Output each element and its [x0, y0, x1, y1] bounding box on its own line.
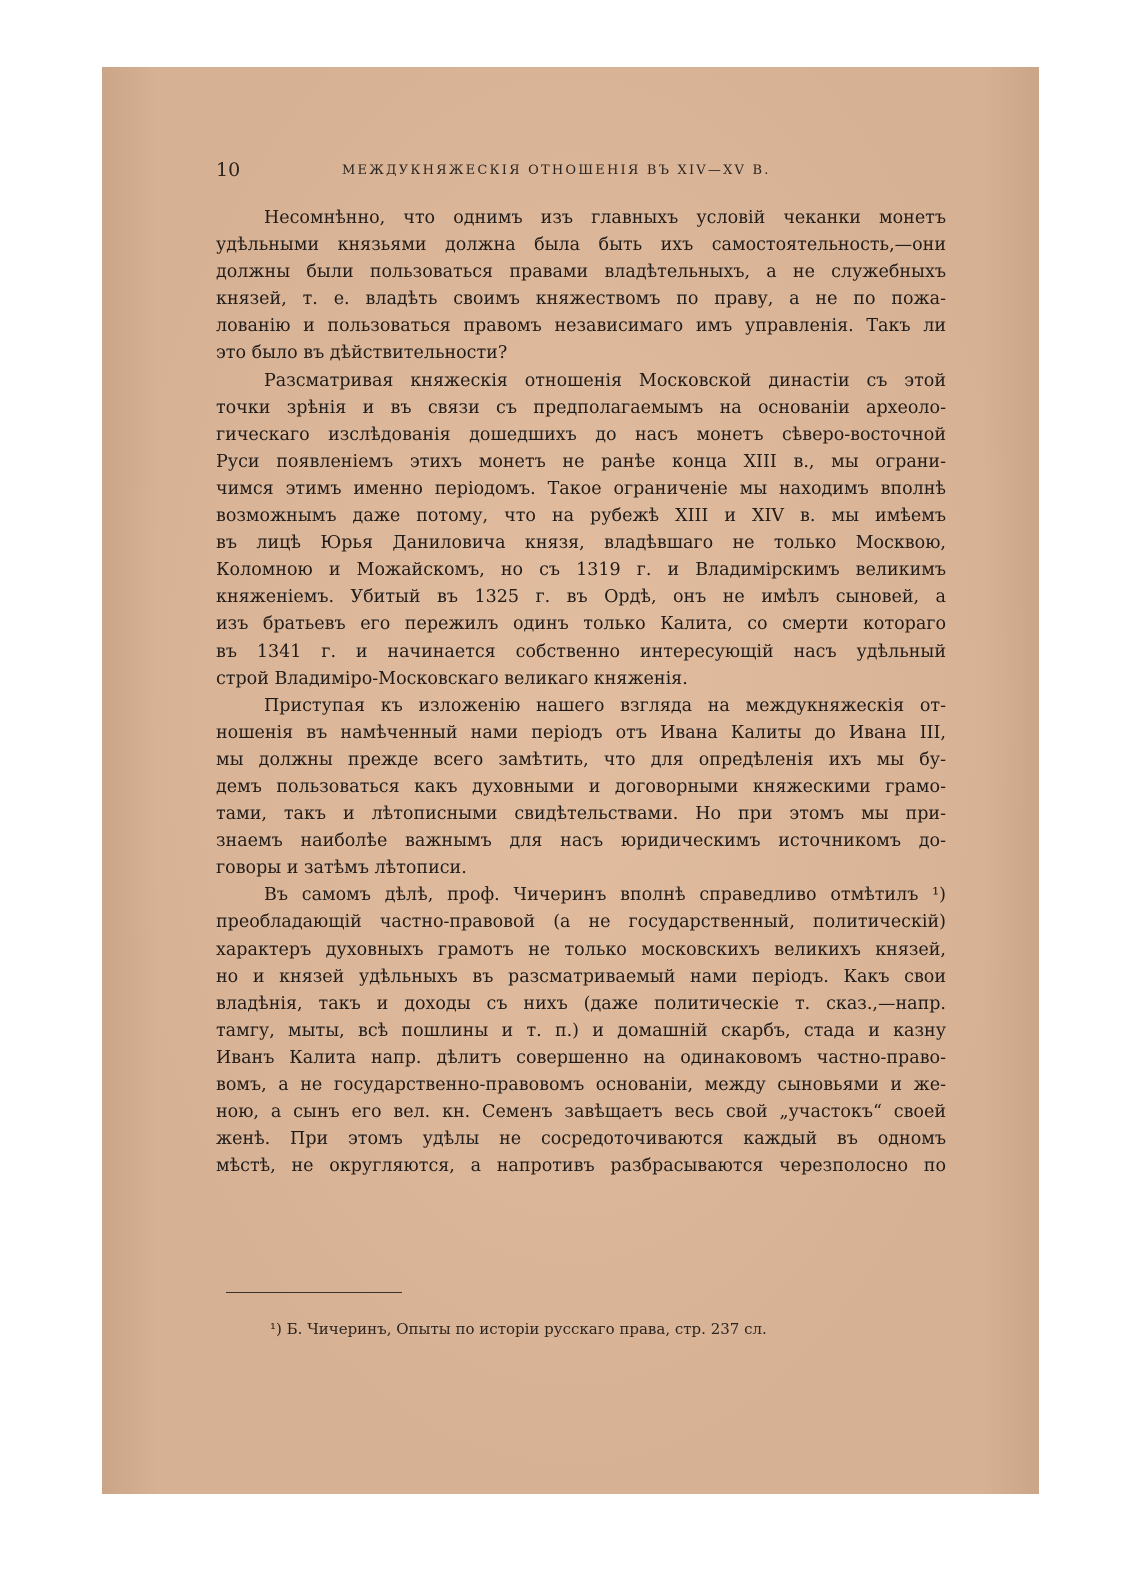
footnote-separator — [226, 1292, 402, 1293]
text-line: Несомнѣнно, что однимъ изъ главныхъ условій чеканки монетъ — [264, 208, 946, 228]
text-line: изъ братьевъ его пережилъ одинъ только Калита, со смерти котораго — [216, 614, 946, 635]
text-line: тами, такъ и лѣтописными свидѣтельствами. Но при этомъ мы при- — [216, 804, 946, 825]
text-line: точки зрѣнія и въ связи съ предполагаемымъ на основаніи археоло- — [216, 397, 946, 418]
text-line: знаемъ наиболѣе важнымъ для насъ юридическимъ источникомъ до- — [216, 831, 946, 852]
body-text — [216, 205, 946, 1180]
text-line: гическаго изслѣдованія дошедшихъ до насъ монетъ сѣверо-восточной — [216, 424, 946, 445]
text-line: должны были пользоваться правами владѣтельныхъ, а не служебныхъ — [216, 262, 946, 283]
text-line: ною, а сынъ его вел. кн. Семенъ завѣщаетъ весь свой „участокъ“ своей — [216, 1102, 946, 1123]
text-line: Приступая къ изложенію нашего взгляда на междукняжескія от- — [264, 695, 946, 716]
text-line: князей, т. е. владѣть своимъ княжествомъ по праву, а не по пожа- — [216, 289, 946, 310]
text-line: мы должны прежде всего замѣтить, что для опредѣленія ихъ мы бу- — [216, 749, 946, 770]
text-line: владѣнія, такъ и доходы съ нихъ (даже политическіе т. сказ.,—напр. — [216, 993, 946, 1014]
text-line: вомъ, а не государственно-правовомъ основаніи, между сыновьями и же- — [216, 1075, 946, 1095]
text-line: это было въ дѣйствительности? — [216, 343, 508, 364]
page-header — [216, 158, 946, 182]
text-line: Въ самомъ дѣлѣ, проф. Чичеринъ вполнѣ справедливо отмѣтилъ ¹) — [264, 885, 946, 906]
text-line: строй Владиміро-Московскаго великаго княженія. — [216, 668, 688, 689]
page-number: 10 — [216, 159, 241, 181]
footnote: ¹) Б. Чичеринъ, Опыты по исторіи русскаго права, стр. 237 сл. — [270, 1320, 767, 1338]
text-line: Коломною и Можайскомъ, но съ 1319 г. и Владимірскимъ великимъ — [216, 560, 946, 581]
text-line: ношенія въ намѣченный нами періодъ отъ Ивана Калиты до Ивана III, — [216, 722, 946, 743]
text-line: въ лицѣ Юрья Даниловича князя, владѣвшаго не только Москвою, — [216, 533, 946, 554]
text-line: княженіемъ. Убитый въ 1325 г. въ Ордѣ, онъ не имѣлъ сыновей, а — [216, 587, 946, 608]
text-line: мѣстѣ, не округляются, а напротивъ разбрасываются черезполосно по — [216, 1156, 946, 1177]
text-line: Разсматривая княжескія отношенія Московской династіи съ этой — [264, 370, 946, 391]
text-line: женѣ. При этомъ удѣлы не сосредоточиваются каждый въ одномъ — [216, 1129, 946, 1150]
running-title: МЕЖДУКНЯЖЕСКІЯ ОТНОШЕНІЯ ВЪ XIV—XV В. — [342, 163, 771, 178]
text-line: чимся этимъ именно періодомъ. Такое ограниченіе мы находимъ вполнѣ — [216, 478, 946, 499]
text-line: но и князей удѣльныхъ въ разсматриваемый нами періодъ. Какъ свои — [216, 966, 946, 987]
text-line: характеръ духовныхъ грамотъ не только московскихъ великихъ князей, — [216, 939, 946, 960]
text-line: Иванъ Калита напр. дѣлитъ совершенно на одинаковомъ частно-право- — [216, 1047, 946, 1068]
text-line: тамгу, мыты, всѣ пошлины и т. п.) и домашній скарбъ, стада и казну — [216, 1020, 946, 1041]
text-line: демъ пользоваться какъ духовными и договорными княжескими грамо- — [216, 776, 946, 797]
text-line: Руси появленіемъ этихъ монетъ не ранѣе конца XIII в., мы ограни- — [216, 451, 946, 472]
text-line: возможнымъ даже потому, что на рубежѣ XIII и XIV в. мы имѣемъ — [216, 506, 946, 527]
text-line: удѣльными князьями должна была быть ихъ самостоятельность,—они — [216, 235, 946, 256]
text-line: лованію и пользоваться правомъ независимаго имъ управленія. Такъ ли — [216, 316, 946, 337]
text-line: преобладающій частно-правовой (а не государственный, политическій) — [216, 912, 946, 933]
text-line: говоры и затѣмъ лѣтописи. — [216, 858, 467, 879]
text-line: въ 1341 г. и начинается собственно интересующій насъ удѣльный — [216, 641, 946, 662]
